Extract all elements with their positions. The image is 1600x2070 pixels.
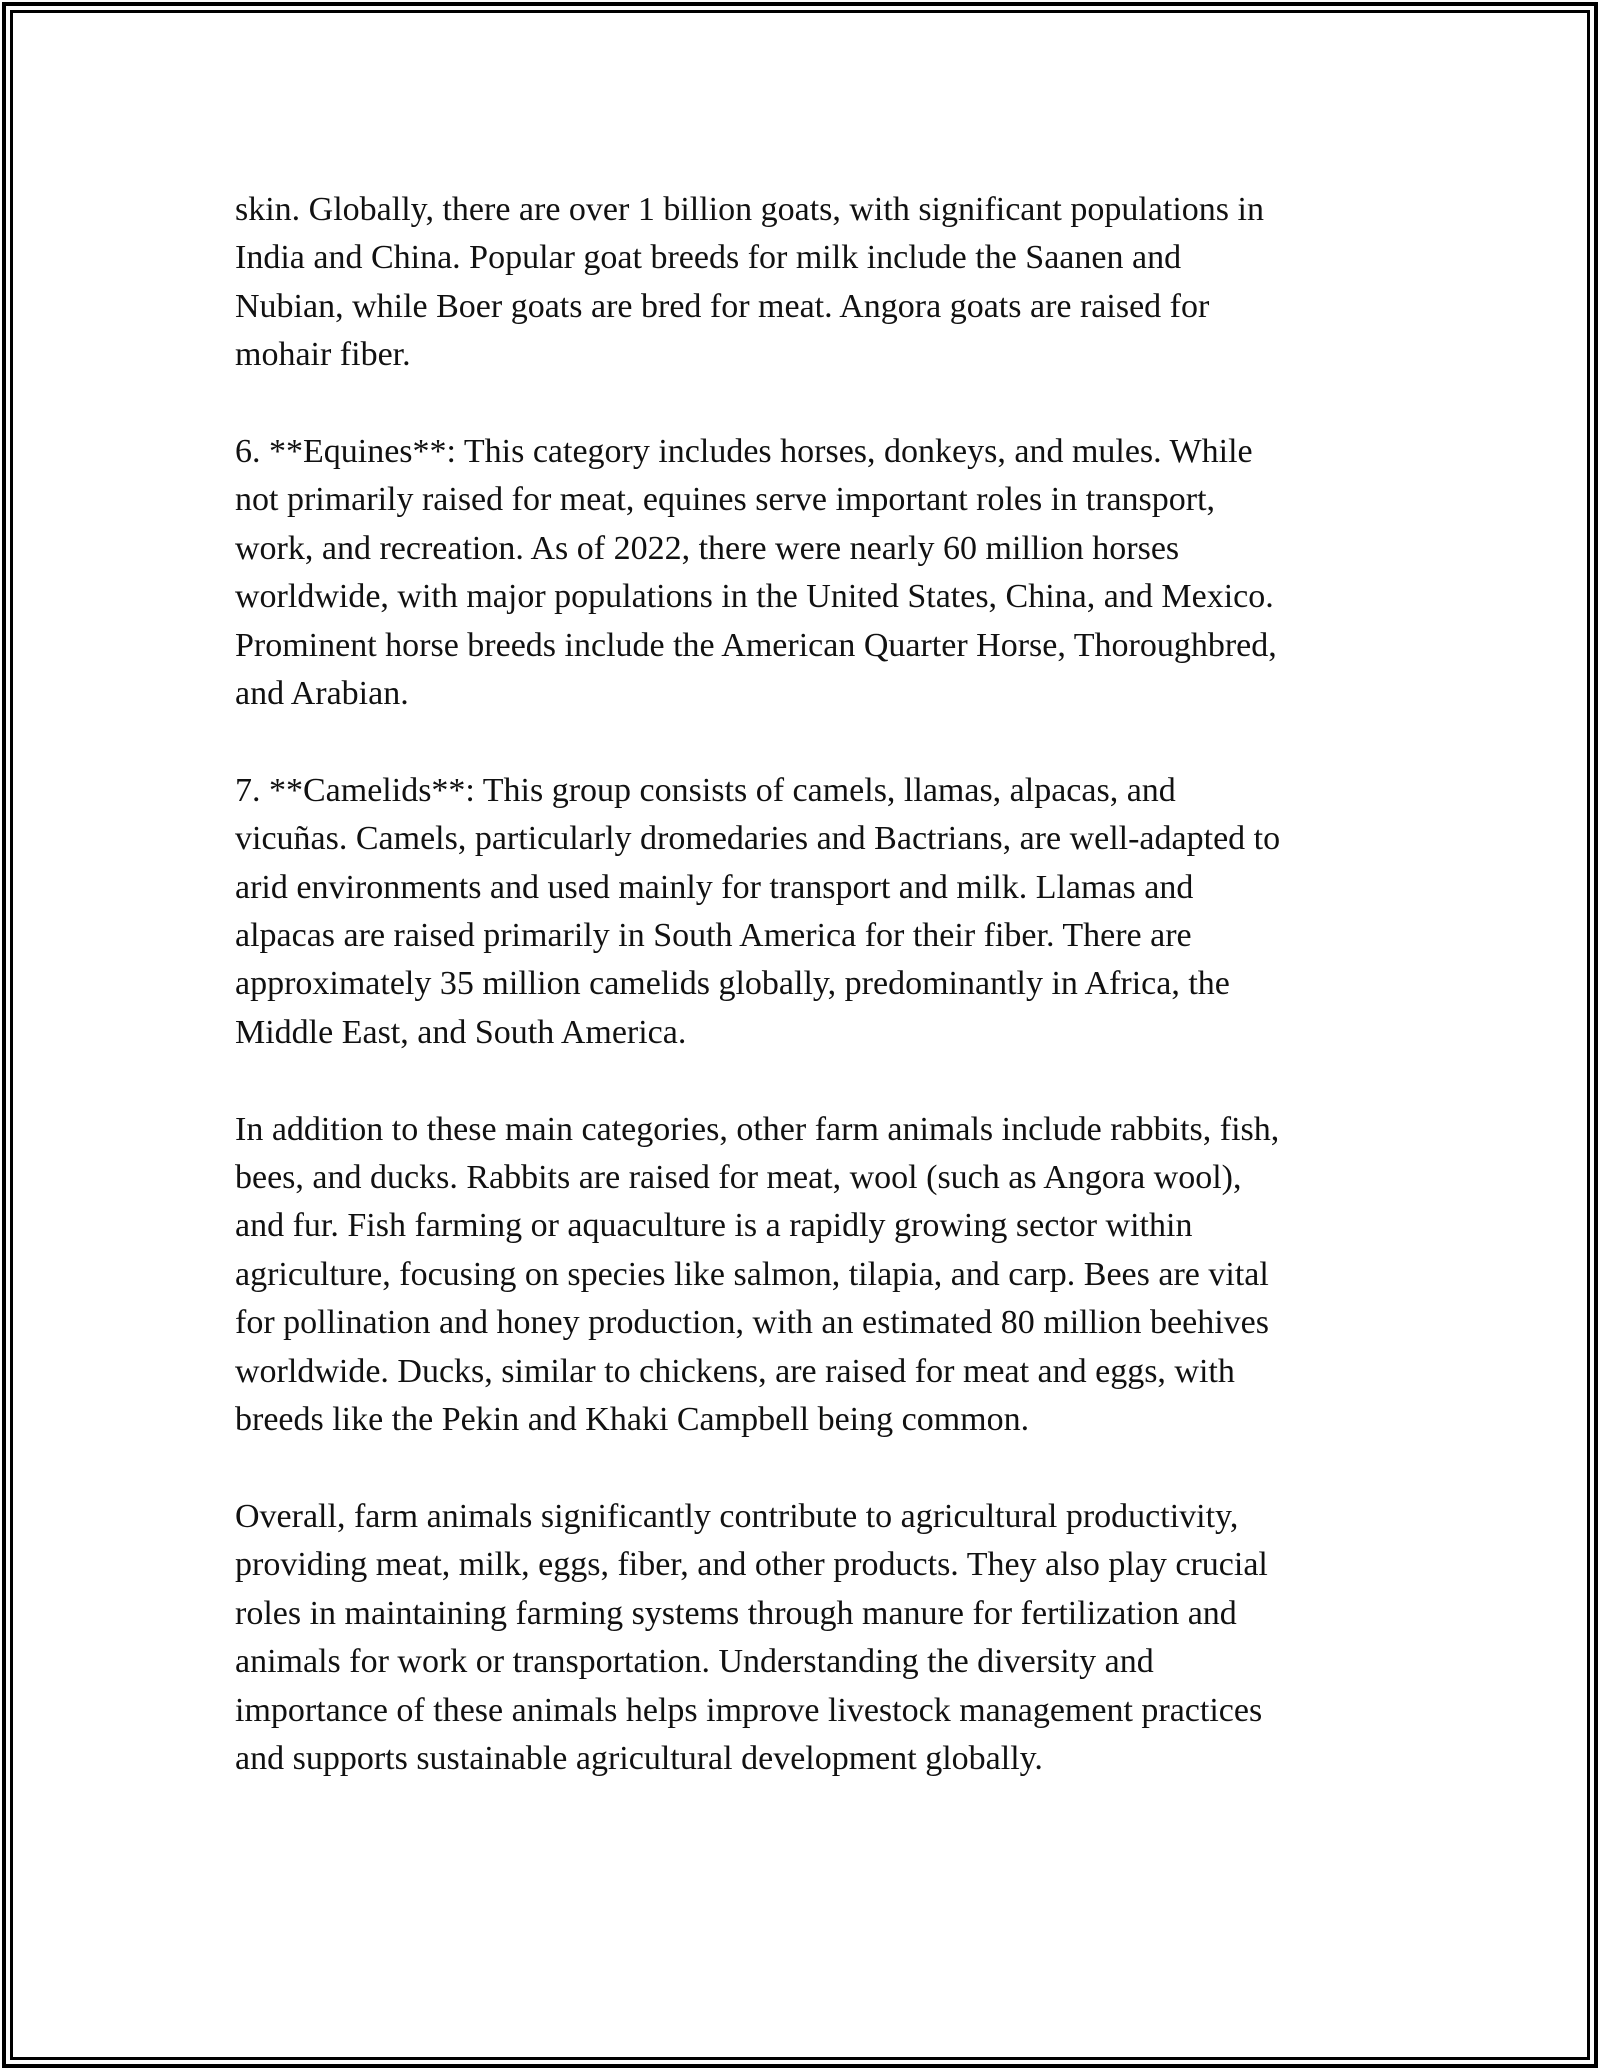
paragraph-other-farm-animals: In addition to these main categories, other farm animals include rabbits, fish, bees, and ducks. Rabbits are raised for meat, wool (such as Angora wool), and fur. Fish farming or aquaculture is a rapidly growing sector within agriculture, focusing on species like salmon, tilapia, and carp. Bees are vital for pollination and honey production, with an estimated 80 million beehives worldwide. Ducks, similar to chickens, are raised for meat and eggs, with breeds like the Pekin and Khaki Campbell being common.: [235, 1110, 1280, 1439]
document-body: [235, 186, 1375, 1783]
paragraph-camelids: 7. **Camelids**: This group consists of camels, llamas, alpacas, and vicuñas. Camels, particularly dromedaries and Bactrians, are well-adapted to arid environments and used mainly for transport and milk. Llamas and alpacas are raised primarily in South America for their fiber. There are approximately 35 million camelids globally, predominantly in Africa, the Middle East, and South America.: [235, 771, 1281, 1051]
paragraph-equines: 6. **Equines**: This category includes horses, donkeys, and mules. While not primarily raised for meat, equines serve important roles in transport, work, and recreation. As of 2022, there were nearly 60 million horses worldwide, with major populations in the United States, China, and Mexico. Prominent horse breeds include the American Quarter Horse, Thoroughbred, and Arabian.: [235, 433, 1277, 713]
paragraph-conclusion: Overall, farm animals significantly contribute to agricultural productivity, providing meat, milk, eggs, fiber, and other products. They also play crucial roles in maintaining farming systems through manure for fertilization and animals for work or transportation. Understanding the diversity and importance of these animals helps improve livestock management practices and supports sustainable agricultural development globally.: [235, 1497, 1268, 1777]
paragraph-goats-continued: skin. Globally, there are over 1 billion goats, with significant populations in India and China. Popular goat breeds for milk include the Saanen and Nubian, while Boer goats are bred for meat. Angora goats are raised for mohair fiber.: [235, 191, 1264, 374]
